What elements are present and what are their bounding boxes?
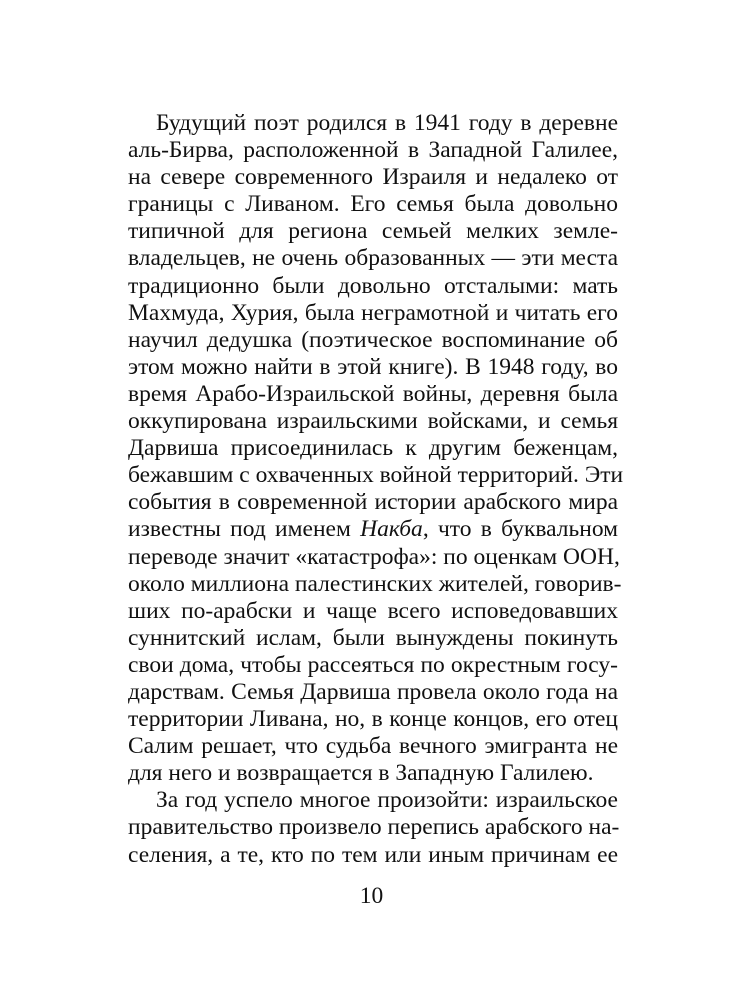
text-line: владельцев, не очень образованных — эти места	[128, 245, 618, 272]
text-line: типичной для региона семьей мелких земле-	[128, 218, 618, 245]
text-line: события в современной истории арабского мира	[128, 489, 618, 516]
text-line: Дарвиша присоединилась к другим беженцам,	[128, 435, 618, 462]
text-line: границы с Ливаном. Его семья была довольно	[128, 191, 618, 218]
text-line: Салим решает, что судьба вечного эмигранта не	[128, 733, 618, 760]
text-line: для него и возвращается в Западную Галилею.	[128, 760, 594, 787]
text-line: около миллиона палестинских жителей, говорив-	[128, 570, 622, 597]
text-line: на севере современного Израиля и недалеко от	[128, 164, 618, 191]
page-number: 10	[359, 883, 384, 909]
text-line: правительство произвело перепись арабского на-	[128, 814, 620, 841]
paragraph-1	[128, 110, 624, 787]
text-line: традиционно были довольно отсталыми: мать	[128, 272, 618, 299]
text-line-with-italic-term	[128, 516, 618, 543]
text-line: аль-Бирва, расположенной в Западной Галилее,	[128, 137, 618, 164]
italic-term: Накба	[360, 516, 423, 543]
text-line: переводе значит «катастрофа»: по оценкам ООН,	[128, 543, 620, 570]
text-line: Махмуда, Хурия, была неграмотной и читать его	[128, 299, 618, 326]
text-line: научил дедушка (поэтическое воспоминание об	[128, 326, 618, 353]
paragraph-2	[128, 787, 618, 868]
text-line: свои дома, чтобы рассеяться по окрестным госу-	[128, 651, 618, 678]
text-line: селения, а те, кто по тем или иным причинам ее	[128, 841, 618, 868]
text-line: этом можно найти в этой книге). В 1948 году, во	[128, 353, 618, 380]
text-line: За год успело многое произойти: израильское	[156, 787, 618, 814]
body-text	[128, 110, 624, 869]
text-line: дарствам. Семья Дарвиша провела около года на	[128, 678, 618, 705]
text-line: время Арабо-Израильской войны, деревня была	[128, 380, 618, 407]
text-line: суннитский ислам, были вынуждены покинуть	[128, 624, 618, 651]
line-text-after: , что в буквальном	[422, 516, 618, 543]
line-text-before: известны под именем	[128, 516, 361, 543]
text-line: территории Ливана, но, в конце концов, его отец	[128, 706, 618, 733]
text-line: оккупирована израильскими войсками, и семья	[128, 408, 618, 435]
text-line: Будущий поэт родился в 1941 году в деревне	[156, 110, 618, 136]
text-line: бежавшим с охваченных войной территорий. Эти	[128, 462, 624, 489]
text-line: ших по-арабски и чаще всего исповедовавших	[128, 597, 618, 624]
